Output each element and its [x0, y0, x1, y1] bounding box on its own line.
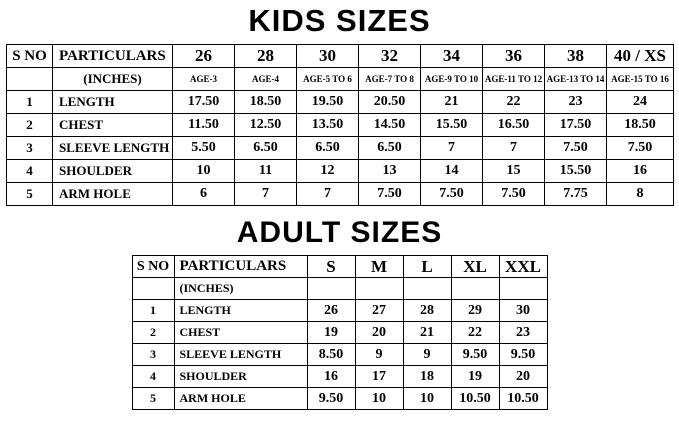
row-value: 16.50 — [483, 114, 545, 137]
unit-cell-s — [307, 278, 355, 300]
unit-cell-xl — [451, 278, 499, 300]
adult-size-table — [132, 255, 548, 410]
row-value: 18.50 — [607, 114, 674, 137]
age-cell-38: AGE-13 TO 14 — [545, 68, 607, 91]
row-sno: 4 — [132, 366, 174, 388]
table-row — [7, 91, 674, 114]
row-value: 19 — [307, 322, 355, 344]
row-value: 6.50 — [297, 137, 359, 160]
row-value: 26 — [307, 300, 355, 322]
row-value: 11 — [235, 160, 297, 183]
row-value: 16 — [607, 160, 674, 183]
kids-table-wrapper — [0, 44, 679, 206]
row-value: 7.50 — [545, 137, 607, 160]
row-value: 12.50 — [235, 114, 297, 137]
row-value: 7 — [421, 137, 483, 160]
header-cell-40-xs: 40 / XS — [607, 45, 674, 68]
age-cell-26: AGE-3 — [173, 68, 235, 91]
row-value: 6.50 — [235, 137, 297, 160]
header-cell-32: 32 — [359, 45, 421, 68]
unit-cell-xxl — [499, 278, 547, 300]
row-value: 18 — [403, 366, 451, 388]
header-cell-sno: S NO — [132, 256, 174, 278]
row-value: 29 — [451, 300, 499, 322]
header-cell-l: L — [403, 256, 451, 278]
unit-cell-l — [403, 278, 451, 300]
header-cell-34: 34 — [421, 45, 483, 68]
row-value: 15.50 — [545, 160, 607, 183]
row-value: 27 — [355, 300, 403, 322]
header-cell-particulars: PARTICULARS — [174, 256, 307, 278]
age-cell-28: AGE-4 — [235, 68, 297, 91]
row-value: 8 — [607, 183, 674, 206]
row-value: 7 — [483, 137, 545, 160]
row-value: 28 — [403, 300, 451, 322]
row-value: 7.50 — [607, 137, 674, 160]
row-value: 19 — [451, 366, 499, 388]
table-row — [132, 322, 547, 344]
row-label: CHEST — [53, 114, 173, 137]
row-value: 23 — [545, 91, 607, 114]
row-value: 23 — [499, 322, 547, 344]
row-value: 7.50 — [421, 183, 483, 206]
row-value: 11.50 — [173, 114, 235, 137]
row-value: 8.50 — [307, 344, 355, 366]
unit-cell-blank — [132, 278, 174, 300]
row-value: 17 — [355, 366, 403, 388]
row-value: 21 — [421, 91, 483, 114]
row-value: 6.50 — [359, 137, 421, 160]
row-value: 5.50 — [173, 137, 235, 160]
row-value: 7.75 — [545, 183, 607, 206]
row-value: 7 — [235, 183, 297, 206]
header-cell-s: S — [307, 256, 355, 278]
row-sno: 4 — [7, 160, 53, 183]
row-value: 9.50 — [307, 388, 355, 410]
row-value: 17.50 — [173, 91, 235, 114]
row-value: 21 — [403, 322, 451, 344]
row-value: 6 — [173, 183, 235, 206]
row-label: LENGTH — [174, 300, 307, 322]
row-value: 20 — [499, 366, 547, 388]
row-value: 9 — [403, 344, 451, 366]
row-value: 20.50 — [359, 91, 421, 114]
adult-table-wrapper — [0, 255, 679, 410]
table-unit-row — [132, 278, 547, 300]
row-label: SLEEVE LENGTH — [174, 344, 307, 366]
row-value: 9.50 — [499, 344, 547, 366]
row-value: 13.50 — [297, 114, 359, 137]
row-sno: 3 — [132, 344, 174, 366]
row-value: 14 — [421, 160, 483, 183]
row-label: ARM HOLE — [174, 388, 307, 410]
row-value: 9 — [355, 344, 403, 366]
header-cell-38: 38 — [545, 45, 607, 68]
row-value: 22 — [483, 91, 545, 114]
row-value: 22 — [451, 322, 499, 344]
row-value: 12 — [297, 160, 359, 183]
table-row — [132, 300, 547, 322]
kids-sizes-title: KIDS SIZES — [248, 3, 431, 38]
table-row — [132, 366, 547, 388]
adult-sizes-title: ADULT SIZES — [236, 216, 443, 249]
table-header-row — [7, 45, 674, 68]
row-value: 10 — [173, 160, 235, 183]
row-value: 13 — [359, 160, 421, 183]
row-sno: 2 — [132, 322, 174, 344]
row-sno: 3 — [7, 137, 53, 160]
row-value: 24 — [607, 91, 674, 114]
row-value: 10.50 — [451, 388, 499, 410]
row-value: 7.50 — [359, 183, 421, 206]
header-cell-xxl: XXL — [499, 256, 547, 278]
header-cell-26: 26 — [173, 45, 235, 68]
age-cell-32: AGE-7 TO 8 — [359, 68, 421, 91]
row-value: 14.50 — [359, 114, 421, 137]
size-chart-page — [0, 4, 679, 439]
row-label: SHOULDER — [53, 160, 173, 183]
row-sno: 5 — [132, 388, 174, 410]
row-sno: 2 — [7, 114, 53, 137]
table-row — [132, 388, 547, 410]
row-sno: 5 — [7, 183, 53, 206]
header-cell-30: 30 — [297, 45, 359, 68]
table-row — [7, 114, 674, 137]
unit-cell-m — [355, 278, 403, 300]
age-cell-inches: (INCHES) — [53, 68, 173, 91]
row-value: 16 — [307, 366, 355, 388]
header-cell-m: M — [355, 256, 403, 278]
row-value: 10 — [355, 388, 403, 410]
row-label: SLEEVE LENGTH — [53, 137, 173, 160]
age-cell-30: AGE-5 TO 6 — [297, 68, 359, 91]
row-value: 20 — [355, 322, 403, 344]
row-value: 18.50 — [235, 91, 297, 114]
row-value: 30 — [499, 300, 547, 322]
row-label: ARM HOLE — [53, 183, 173, 206]
age-cell-blank — [7, 68, 53, 91]
age-cell-36: AGE-11 TO 12 — [483, 68, 545, 91]
row-label: CHEST — [174, 322, 307, 344]
header-cell-xl: XL — [451, 256, 499, 278]
table-header-row — [132, 256, 547, 278]
row-label: SHOULDER — [174, 366, 307, 388]
row-value: 17.50 — [545, 114, 607, 137]
header-cell-36: 36 — [483, 45, 545, 68]
header-cell-particulars: PARTICULARS — [53, 45, 173, 68]
age-cell-40-xs: AGE-15 TO 16 — [607, 68, 674, 91]
table-row — [7, 160, 674, 183]
unit-cell-inches: (INCHES) — [174, 278, 307, 300]
row-label: LENGTH — [53, 91, 173, 114]
table-row — [7, 183, 674, 206]
row-value: 10.50 — [499, 388, 547, 410]
row-value: 7 — [297, 183, 359, 206]
kids-size-table — [6, 44, 674, 206]
table-row — [132, 344, 547, 366]
row-sno: 1 — [7, 91, 53, 114]
header-cell-28: 28 — [235, 45, 297, 68]
row-value: 15 — [483, 160, 545, 183]
row-value: 10 — [403, 388, 451, 410]
row-value: 15.50 — [421, 114, 483, 137]
row-value: 19.50 — [297, 91, 359, 114]
row-sno: 1 — [132, 300, 174, 322]
table-row — [7, 137, 674, 160]
header-cell-sno: S NO — [7, 45, 53, 68]
row-value: 9.50 — [451, 344, 499, 366]
age-cell-34: AGE-9 TO 10 — [421, 68, 483, 91]
row-value: 7.50 — [483, 183, 545, 206]
table-age-row — [7, 68, 674, 91]
